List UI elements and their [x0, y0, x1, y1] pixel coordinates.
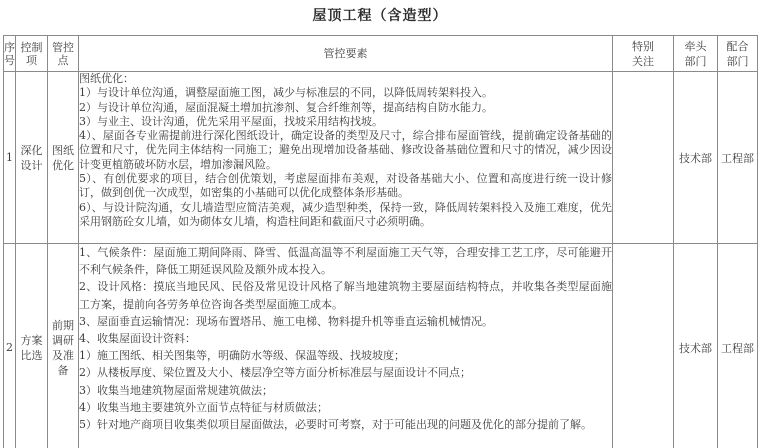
element-paragraph: 1、气候条件：屋面施工期间降雨、降雪、低温高温等不利屋面施工天气等，合理安排工艺工序，尽可能避开不利气候条件，降低工期延误风险及额外成本投入。 [79, 246, 612, 277]
header-control-point-label: 管控点 [52, 40, 74, 67]
control-elements-table [3, 35, 758, 448]
element-paragraph: 1）与设计单位沟通，调整屋面施工图，减少与标准层的不同，以降低周转架料投入。 [79, 86, 493, 100]
cell-control-item: 方案比选 [16, 244, 48, 448]
header-coop-dept [718, 36, 758, 72]
header-serial-no [4, 36, 16, 72]
cell-special-attention [613, 244, 674, 448]
element-paragraph: 6）、与设计院沟通，女儿墙造型应简洁美观，减少造型种类，保持一致，降低周转架料投入及施工难度，优先采用钢筋砼女儿墙，如为砌体女儿墙，构造柱间距和截面尺寸必须明确。 [79, 200, 612, 228]
header-serial-no-label: 序号 [4, 40, 15, 67]
header-control-item [16, 36, 48, 72]
cell-lead-dept: 技术部 [674, 72, 718, 244]
header-special-attention-label: 特别关注 [632, 39, 654, 68]
table-row [4, 72, 758, 244]
element-paragraph: 1）施工图纸、相关图集等，明确防水等级、保温等级、找坡坡度； [79, 349, 405, 363]
cell-lead-dept: 技术部 [674, 244, 718, 448]
element-paragraph: 3、屋面垂直运输情况：现场布置塔吊、施工电梯、物料提升机等垂直运输机械情况。 [79, 314, 493, 328]
header-control-point [48, 36, 79, 72]
header-control-item-label: 控制项 [20, 40, 43, 67]
cell-control-point: 图纸优化 [48, 72, 79, 244]
header-elements-label: 管控要素 [323, 47, 368, 60]
header-elements [79, 36, 613, 72]
header-special-attention [613, 36, 674, 72]
cell-serial-no: 2 [4, 244, 16, 448]
cell-coop-dept: 工程部 [718, 244, 758, 448]
table-row [4, 244, 758, 448]
element-paragraph: 2、设计风格：摸底当地民风、民俗及常见设计风格了解当地建筑物主要屋面结构特点，并收集各类型屋面施工方案，提前向各劳务单位咨询各类型屋面施工成本。 [79, 280, 612, 311]
page-title: 屋顶工程（含造型） [312, 8, 448, 24]
element-paragraph: 4）收集当地主要建筑外立面节点特征与材质做法； [79, 400, 328, 414]
element-paragraph: 3）收集当地建筑物屋面常规建筑做法； [79, 383, 273, 397]
header-row [4, 36, 758, 72]
header-lead-dept [674, 36, 718, 72]
cell-special-attention [613, 72, 674, 244]
element-paragraph: 5）针对地产商项目收集类似项目屋面做法，必要时可考察，对于可能出现的问题及优化的部分提前了解。 [79, 418, 592, 432]
cell-control-point: 前期调研及准备 [48, 244, 79, 448]
element-paragraph: 3）与业主、设计沟通，优先采用平屋面，找坡采用结构找坡。 [79, 114, 383, 128]
element-paragraph: 图纸优化： [79, 72, 134, 85]
element-paragraph: 2）与设计单位沟通，屋面混凝土增加抗渗剂、复合纤维剂等，提高结构自防水能力。 [79, 100, 493, 114]
cell-control-item: 深化设计 [16, 72, 48, 244]
element-paragraph: 2）从楼板厚度、梁位置及大小、楼层净空等方面分析标准层与屋面设计不同点； [79, 366, 471, 380]
element-paragraph: 4、收集屋面设计资料： [79, 332, 196, 346]
header-lead-dept-label: 牵头部门 [684, 39, 707, 68]
element-paragraph: 5）、有创优要求的项目，结合创优策划，考虑屋面排布美观，对设备基础大小、位置和高度进行统一设计修订，做到创优一次成型，如密集的小基础可以优化成整体条形基础。 [79, 172, 612, 200]
header-coop-dept-label: 配合部门 [726, 39, 749, 68]
cell-elements [79, 72, 613, 244]
element-paragraph: 4）、屋面各专业需提前进行深化图纸设计，确定设备的类型及尺寸，综合排布屋面管线，提前确定设备基础的位置和尺寸，优先同主体结构一同施工；避免出现增加设备基础、修改设备基础位置和尺寸的情况，减少因设计变更植筋破坏防水层，增加渗漏风险。 [79, 129, 612, 171]
cell-coop-dept: 工程部 [718, 72, 758, 244]
cell-elements [79, 244, 613, 448]
cell-serial-no: 1 [4, 72, 16, 244]
